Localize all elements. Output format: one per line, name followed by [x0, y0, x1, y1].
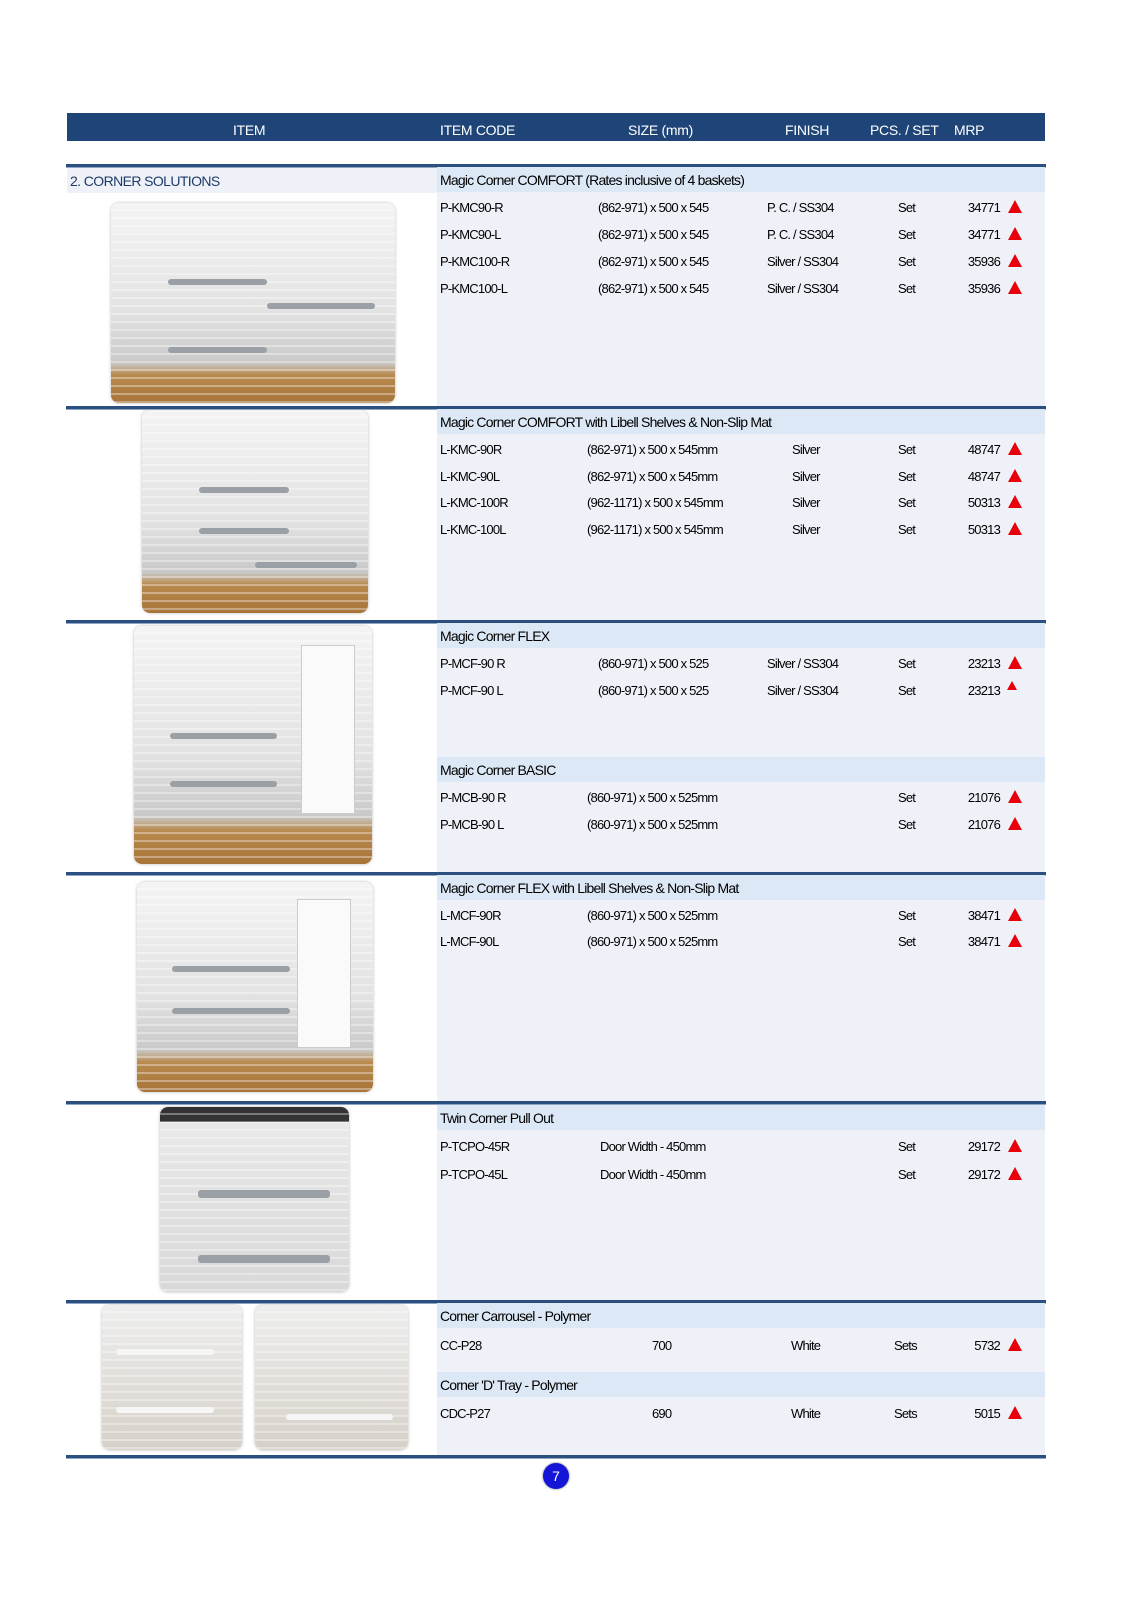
item-pcs: Set	[898, 200, 916, 215]
item-size: 690	[652, 1406, 672, 1421]
item-pcs: Set	[898, 908, 916, 923]
item-finish: Silver / SS304	[767, 254, 839, 269]
item-mrp: 38471	[967, 908, 1000, 923]
item-mrp: 5015	[974, 1406, 1000, 1421]
price-up-triangle-icon	[1008, 656, 1022, 669]
group-title: Magic Corner FLEX	[440, 628, 550, 644]
item-finish: Silver / SS304	[767, 656, 839, 671]
price-up-triangle-icon	[1008, 934, 1022, 947]
price-up-triangle-icon	[1008, 469, 1022, 482]
item-mrp: 5732	[974, 1338, 1000, 1353]
item-size: (860-971) x 500 x 525	[598, 683, 709, 698]
item-code: L-KMC-100R	[440, 495, 508, 510]
group-title: Magic Corner COMFORT with Libell Shelves & Non-Slip Mat	[440, 414, 772, 430]
group-title-row	[437, 409, 1045, 434]
item-size: (860-971) x 500 x 525mm	[587, 934, 718, 949]
product-image-corner-carrousel	[102, 1305, 242, 1450]
product-image-comfort-libell	[142, 410, 368, 613]
item-finish: Silver	[792, 442, 820, 457]
item-finish: P. C. / SS304	[767, 227, 834, 242]
group-title-row	[437, 1105, 1045, 1130]
item-finish: Silver / SS304	[767, 683, 839, 698]
header-item-code: ITEM CODE	[440, 122, 516, 138]
item-finish: Silver	[792, 495, 820, 510]
price-up-triangle-icon	[1008, 790, 1022, 803]
item-mrp: 23213	[967, 656, 1000, 671]
group-title-row	[437, 757, 1045, 782]
section-divider	[66, 1455, 1046, 1458]
column-header-bar	[67, 113, 1045, 141]
item-code: P-TCPO-45L	[440, 1167, 508, 1182]
item-size: (862-971) x 500 x 545	[598, 200, 709, 215]
group-title-row	[437, 875, 1045, 900]
item-size: (862-971) x 500 x 545	[598, 254, 709, 269]
price-panel	[437, 875, 1045, 1101]
product-image-magic-corner-flex	[134, 626, 372, 864]
item-code: L-KMC-90L	[440, 469, 500, 484]
item-mrp: 50313	[967, 495, 1000, 510]
item-code: L-KMC-90R	[440, 442, 502, 457]
item-mrp: 48747	[967, 442, 1000, 457]
price-up-triangle-icon	[1008, 281, 1022, 294]
item-mrp: 34771	[967, 200, 1000, 215]
item-code: P-MCB-90 R	[440, 790, 506, 805]
item-code: P-KMC90-L	[440, 227, 501, 242]
price-up-triangle-icon	[1008, 495, 1022, 508]
section-title-text: 2. CORNER SOLUTIONS	[70, 173, 220, 189]
item-size: (860-971) x 500 x 525mm	[587, 790, 718, 805]
item-code: L-KMC-100L	[440, 522, 506, 537]
price-up-triangle-icon	[1008, 442, 1022, 455]
item-code: P-MCF-90 L	[440, 683, 503, 698]
item-pcs: Set	[898, 442, 916, 457]
group-title-row	[437, 1372, 1045, 1397]
price-up-triangle-icon	[1008, 1338, 1022, 1351]
header-mrp: MRP	[954, 122, 985, 138]
item-mrp: 34771	[967, 227, 1000, 242]
price-panel	[437, 409, 1045, 620]
price-up-triangle-icon	[1008, 200, 1022, 213]
item-mrp: 35936	[967, 254, 1000, 269]
item-pcs: Sets	[894, 1406, 917, 1421]
header-pcs: PCS. / SET	[870, 122, 939, 138]
group-title-row	[437, 623, 1045, 648]
group-title-row	[437, 1303, 1045, 1328]
product-image-corner-d-tray	[255, 1305, 408, 1450]
item-size: (862-971) x 500 x 545mm	[587, 469, 718, 484]
header-size: SIZE (mm)	[628, 122, 693, 138]
item-mrp: 50313	[967, 522, 1000, 537]
item-pcs: Set	[898, 254, 916, 269]
item-code: CDC-P27	[440, 1406, 491, 1421]
item-pcs: Set	[898, 281, 916, 296]
product-image-flex-libell	[137, 882, 373, 1092]
item-finish: P. C. / SS304	[767, 200, 834, 215]
price-up-triangle-icon	[1008, 817, 1022, 830]
header-finish: FINISH	[785, 122, 830, 138]
group-title: Twin Corner Pull Out	[440, 1110, 554, 1126]
section-divider	[66, 1101, 1046, 1104]
price-up-triangle-icon	[1007, 681, 1017, 690]
group-title-row	[437, 167, 1045, 192]
item-pcs: Set	[898, 790, 916, 805]
page-number: 7	[543, 1463, 569, 1489]
item-pcs: Set	[898, 683, 916, 698]
item-mrp: 29172	[967, 1167, 1000, 1182]
item-size: (862-971) x 500 x 545	[598, 281, 709, 296]
item-pcs: Set	[898, 495, 916, 510]
item-mrp: 21076	[967, 790, 1000, 805]
item-pcs: Set	[898, 817, 916, 832]
item-pcs: Set	[898, 1139, 916, 1154]
group-title: Magic Corner BASIC	[440, 762, 556, 778]
price-up-triangle-icon	[1008, 1139, 1022, 1152]
item-pcs: Set	[898, 934, 916, 949]
item-size: Door Width - 450mm	[600, 1167, 706, 1182]
item-pcs: Set	[898, 469, 916, 484]
item-pcs: Sets	[894, 1338, 917, 1353]
item-pcs: Set	[898, 227, 916, 242]
product-image-twin-corner-pull-out	[160, 1107, 349, 1292]
item-pcs: Set	[898, 1167, 916, 1182]
group-title: Magic Corner COMFORT (Rates inclusive of 4 baskets)	[440, 172, 745, 188]
item-mrp: 29172	[967, 1139, 1000, 1154]
item-size: (862-971) x 500 x 545	[598, 227, 709, 242]
item-mrp: 21076	[967, 817, 1000, 832]
item-size: (860-971) x 500 x 525mm	[587, 908, 718, 923]
price-up-triangle-icon	[1008, 1167, 1022, 1180]
item-code: P-KMC90-R	[440, 200, 503, 215]
price-panel	[437, 167, 1045, 406]
price-up-triangle-icon	[1008, 1406, 1022, 1419]
item-size: (860-971) x 500 x 525	[598, 656, 709, 671]
item-size: (862-971) x 500 x 545mm	[587, 442, 718, 457]
item-mrp: 35936	[967, 281, 1000, 296]
product-image-magic-corner-comfort	[111, 203, 395, 403]
price-panel	[437, 1104, 1045, 1300]
group-title: Corner 'D' Tray - Polymer	[440, 1377, 578, 1393]
item-code: P-MCB-90 L	[440, 817, 504, 832]
item-size: 700	[652, 1338, 672, 1353]
item-size: Door Width - 450mm	[600, 1139, 706, 1154]
item-size: (860-971) x 500 x 525mm	[587, 817, 718, 832]
item-code: P-KMC100-R	[440, 254, 510, 269]
item-finish: Silver	[792, 522, 820, 537]
item-size: (962-1171) x 500 x 545mm	[587, 522, 723, 537]
item-finish: White	[791, 1338, 821, 1353]
item-code: L-MCF-90R	[440, 908, 501, 923]
section-title	[67, 167, 437, 193]
item-pcs: Set	[898, 656, 916, 671]
header-item: ITEM	[233, 122, 266, 138]
group-title: Magic Corner FLEX with Libell Shelves & Non-Slip Mat	[440, 880, 739, 896]
item-finish: Silver / SS304	[767, 281, 839, 296]
item-mrp: 23213	[967, 683, 1000, 698]
item-code: P-KMC100-L	[440, 281, 508, 296]
item-code: L-MCF-90L	[440, 934, 499, 949]
item-code: P-MCF-90 R	[440, 656, 505, 671]
price-up-triangle-icon	[1008, 227, 1022, 240]
item-finish: White	[791, 1406, 821, 1421]
item-size: (962-1171) x 500 x 545mm	[587, 495, 723, 510]
group-title: Corner Carrousel - Polymer	[440, 1308, 591, 1324]
item-finish: Silver	[792, 469, 820, 484]
price-up-triangle-icon	[1008, 522, 1022, 535]
item-code: P-TCPO-45R	[440, 1139, 510, 1154]
price-up-triangle-icon	[1008, 908, 1022, 921]
item-pcs: Set	[898, 522, 916, 537]
item-code: CC-P28	[440, 1338, 482, 1353]
item-mrp: 38471	[967, 934, 1000, 949]
price-panel	[437, 623, 1045, 872]
item-mrp: 48747	[967, 469, 1000, 484]
price-up-triangle-icon	[1008, 254, 1022, 267]
